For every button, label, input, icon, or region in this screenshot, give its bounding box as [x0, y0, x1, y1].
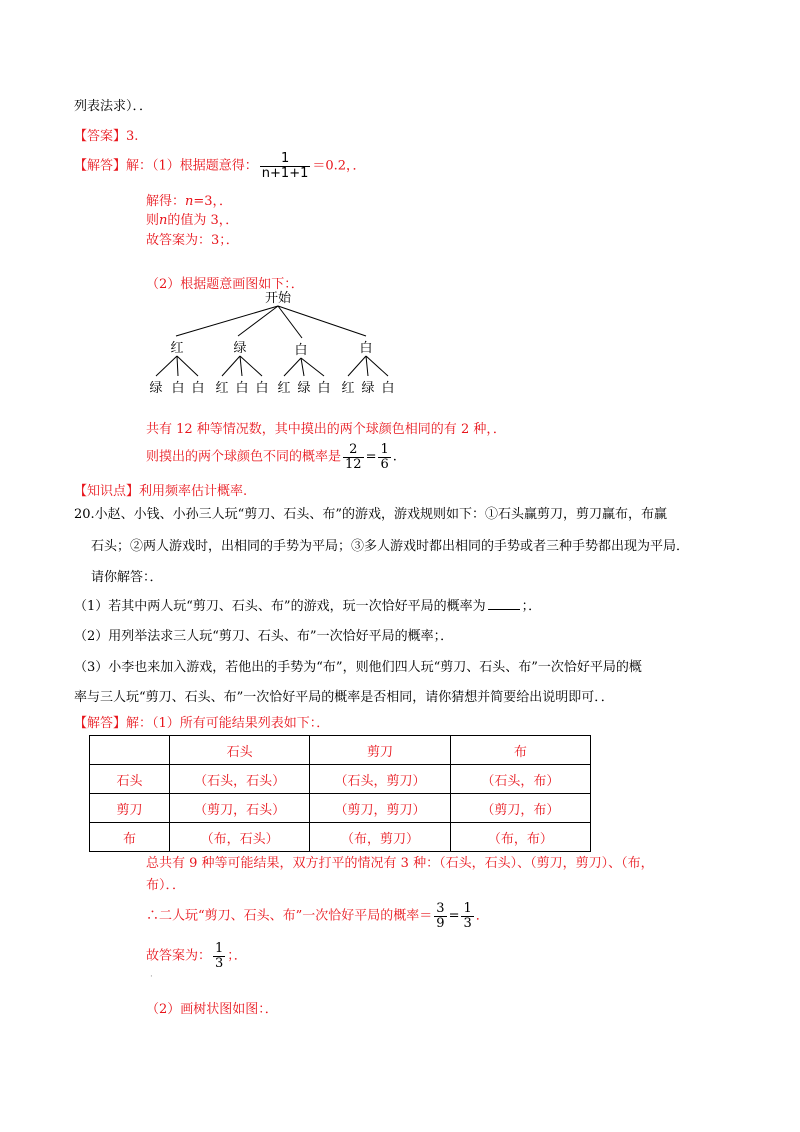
solve-prefix: 解得：	[146, 194, 186, 209]
tree-l1-green: 绿	[233, 341, 247, 356]
tree-l2: 白	[255, 381, 269, 396]
total-cases-line: 共有 12 种等情况数，其中摸出的两个球颜色相同的有 2 种，．	[146, 422, 506, 437]
fraction-1-3-answer	[213, 942, 225, 970]
question-tail: 列表法求）．．	[74, 99, 153, 114]
knowledge-point-label: 【知识点】	[74, 484, 140, 499]
tree-l1-white-2: 白	[359, 341, 373, 356]
part2-heading: （2）根据题意画图如下：．	[146, 277, 304, 292]
table-cell: （布，剪刀）	[310, 823, 450, 852]
two-player-suffix: ．	[475, 908, 489, 924]
fraction-denominator: 6	[380, 456, 389, 472]
solution-label: 【解答】	[74, 716, 127, 731]
table-cell: （布，布）	[450, 823, 590, 852]
two-player-probability	[146, 902, 489, 930]
fraction-denominator: 9	[436, 915, 445, 931]
probability-line	[146, 443, 397, 471]
solution-20-heading	[74, 717, 329, 730]
fraction-3-9	[434, 902, 446, 930]
fraction-denominator: 3	[463, 915, 472, 931]
tree-l1-white-1: 白	[294, 343, 308, 358]
answer-label: 【答案】	[74, 129, 127, 144]
two-player-prefix: ∴二人玩“剪刀、石头、布”一次恰好平局的概率＝	[146, 908, 433, 924]
var-n: n	[185, 194, 194, 209]
then-line	[146, 214, 238, 227]
fraction-numerator: 1	[463, 901, 472, 916]
solution-20-prefix: 解：（1）所有可能结果列表如下：．	[126, 716, 330, 731]
table-cell: （剪刀，石头）	[169, 794, 309, 823]
table-cell: 布	[90, 823, 170, 852]
table-header-cell	[90, 736, 170, 765]
table-cell: （石头，剪刀）	[310, 765, 450, 794]
table-header-cell: 石头	[169, 736, 309, 765]
tree-l2: 白	[381, 381, 395, 396]
table-row	[90, 765, 591, 794]
tree-l2: 红	[277, 381, 291, 396]
tree-l2: 红	[215, 381, 229, 396]
fraction-numerator: 3	[436, 901, 445, 916]
final-answer-2-suffix: ；．	[227, 948, 247, 964]
equals-sign: =	[365, 449, 377, 465]
answer-line	[74, 130, 138, 143]
tree-lines	[156, 306, 388, 376]
solution-part1-suffix: ＝0.2，．	[312, 158, 366, 174]
tree-diagram	[140, 288, 410, 400]
q20-part-1	[74, 600, 541, 613]
table-cell: （剪刀，布）	[450, 794, 590, 823]
solution-line-1	[74, 152, 366, 180]
q20-part-3-line-1: （3）小李也来加入游戏，若他出的手势为“布”，则他们四人玩“剪刀、石头、布”一次恰好平局的概	[74, 660, 642, 675]
table-header-row	[90, 736, 591, 765]
tree-l2: 红	[341, 381, 355, 396]
table-cell: （石头，石头）	[169, 765, 309, 794]
table-header-cell: 剪刀	[310, 736, 450, 765]
fraction-denominator: 12	[345, 456, 362, 472]
fraction-numerator: 1	[380, 442, 389, 457]
solution-part1-prefix: 解：（1）根据题意得：	[126, 158, 258, 174]
table-cell: （剪刀，剪刀）	[310, 794, 450, 823]
table-row	[90, 823, 591, 852]
answer-blank[interactable]	[488, 609, 520, 610]
probability-prefix: 则摸出的两个球颜色不同的概率是	[146, 449, 342, 465]
table-cell: （布，石头）	[169, 823, 309, 852]
tree-l2: 白	[317, 381, 331, 396]
results-table	[89, 735, 591, 852]
table-row	[90, 794, 591, 823]
tree-l2: 白	[191, 381, 205, 396]
part2-tree-heading: （2）画树状图如图：．	[146, 1002, 278, 1017]
then-suffix: 的值为 3，．	[167, 213, 239, 228]
fraction-denominator: n+1+1	[261, 165, 309, 181]
q20-line-1: 20.小赵、小钱、小孙三人玩“剪刀、石头、布”的游戏，游戏规则如下：①石头赢剪刀，剪刀赢布，布赢	[74, 507, 667, 522]
fraction-numerator: 1	[260, 152, 311, 167]
table-cell: 剪刀	[90, 794, 170, 823]
q20-line-2: 石头；②两人游戏时，出相同的手势为平局；③多人游戏时都出相同的手势或者三种手势都出现为平局．	[91, 539, 690, 554]
solve-suffix: =3，．	[193, 194, 233, 209]
q20-part-2: （2）用列举法求三人玩“剪刀、石头、布”一次恰好平局的概率；．	[74, 629, 454, 644]
tree-l2: 白	[235, 381, 249, 396]
solution-label: 【解答】	[74, 158, 127, 174]
tree-l2: 白	[171, 381, 185, 396]
knowledge-point-line	[74, 485, 247, 498]
fraction-1-6	[378, 443, 390, 471]
fraction-1-over-n	[260, 152, 311, 180]
table-cell: （石头，布）	[450, 765, 590, 794]
then-prefix: 则	[146, 213, 160, 228]
table-cell: 石头	[90, 765, 170, 794]
tree-l1-red: 红	[170, 341, 184, 356]
fraction-denominator: 3	[215, 955, 224, 971]
small-dot: ·	[150, 972, 153, 982]
answer-value: 3.	[126, 129, 139, 144]
equals-sign: =	[448, 908, 460, 924]
fraction-1-3	[461, 902, 473, 930]
fraction-numerator: 1	[215, 941, 224, 956]
period: .	[392, 449, 397, 465]
final-answer-2	[146, 942, 247, 970]
table-header-cell: 布	[450, 736, 590, 765]
solve-line	[146, 195, 232, 208]
final-answer-line: 故答案为：3；．	[146, 233, 239, 248]
knowledge-point-text: 利用频率估计概率.	[139, 484, 248, 499]
q20-line-3: 请你解答：．	[91, 570, 163, 585]
q20-part-1-text: （1）若其中两人玩“剪刀、石头、布”的游戏，玩一次恰好平局的概率为	[74, 599, 486, 614]
tree-root: 开始	[264, 291, 292, 306]
q20-part-3-line-2: 率与三人玩“剪刀、石头、布”一次恰好平局的概率是否相同，请你猜想并简要给出说明即可．．	[74, 690, 614, 705]
tree-l2: 绿	[361, 381, 375, 396]
final-answer-2-prefix: 故答案为：	[146, 948, 212, 964]
fraction-numerator: 2	[343, 443, 364, 458]
tree-l2: 绿	[149, 381, 163, 396]
tree-l2: 绿	[297, 381, 311, 396]
var-n: n	[159, 213, 168, 228]
fraction-2-12	[343, 443, 364, 471]
summary-line-2: 布）．．	[146, 878, 186, 893]
summary-line-1: 总共有 9 种等可能结果，双方打平的情况有 3 种：（石头，石头）、（剪刀，剪刀）、（布，	[146, 856, 654, 871]
q20-part-1-suffix: ；．	[521, 599, 542, 614]
